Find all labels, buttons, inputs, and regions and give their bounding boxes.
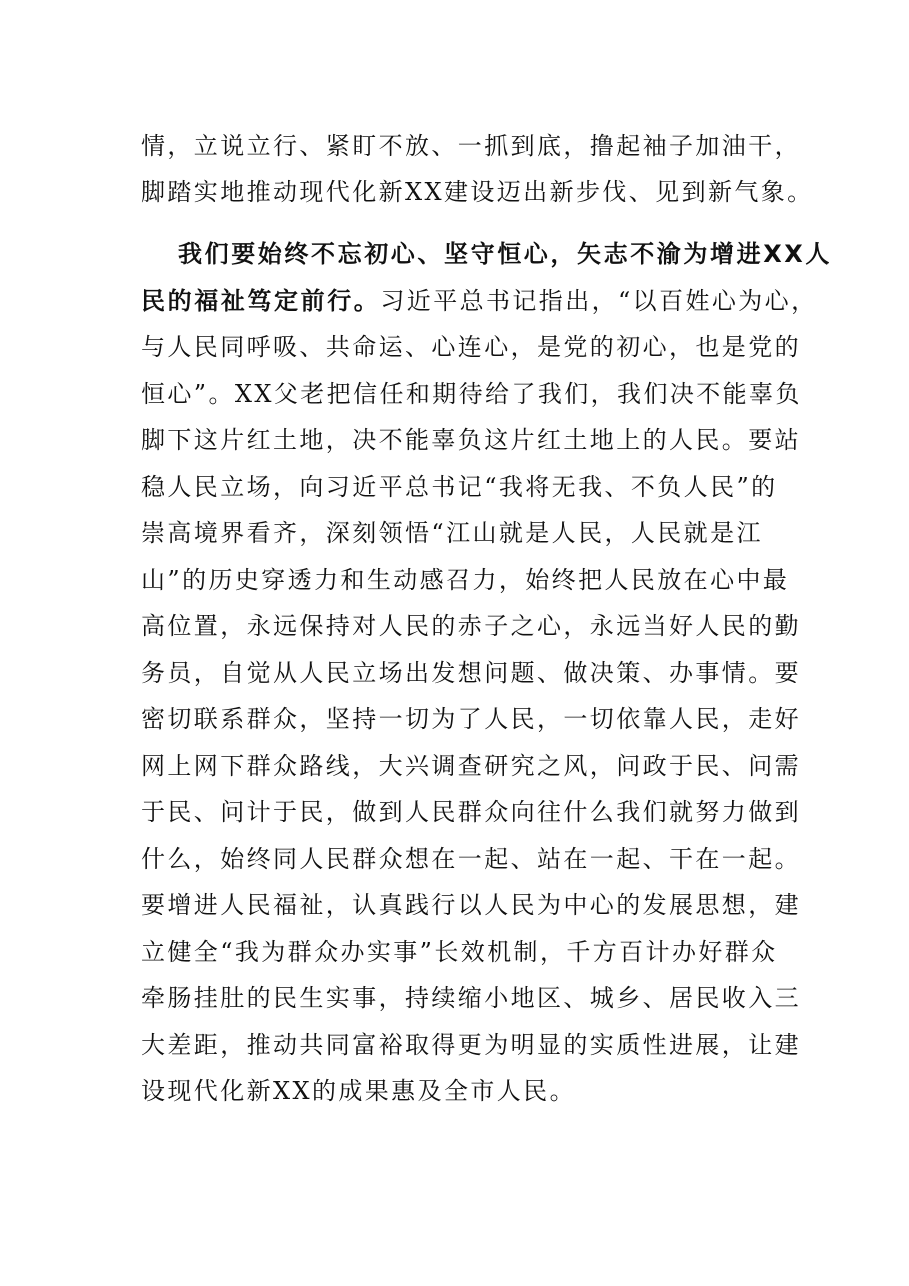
paragraph-line: 脚下这片红土地，决不能辜负这片红土地上的人民。要站 <box>141 426 801 454</box>
paragraph-line: 与人民同呼吸、共命运、心连心，是党的初心，也是党的 <box>141 333 801 361</box>
paragraph-line: 山”的历史穿透力和生动感召力，始终把人民放在心中最 <box>141 566 790 594</box>
paragraph-line: 要增进人民福祉，认真践行以人民为中心的发展思想，建 <box>141 891 801 919</box>
paragraph-line: 崇高境界看齐，深刻领悟“江山就是人民，人民就是江 <box>141 519 763 547</box>
paragraph-line: 稳人民立场，向习近平总书记“我将无我、不负人民”的 <box>141 473 778 501</box>
bold-heading-continuation: 民的福祉笃定前行。 <box>141 287 381 315</box>
paragraph-line: 密切联系群众，坚持一切为了人民，一切依靠人民，走好 <box>141 705 801 733</box>
paragraph-line: 立健全“我为群众办实事”长效机制，千方百计办好群众 <box>141 938 778 966</box>
paragraph-line: 情，立说立行、紧盯不放、一抓到底，撸起袖子加油干， <box>141 132 801 160</box>
paragraph-line: 脚踏实地推动现代化新XX建设迈出新步伐、见到新气象。 <box>141 178 814 206</box>
paragraph-line: 于民、问计于民，做到人民群众向往什么我们就努力做到 <box>141 798 801 826</box>
paragraph-line: 大差距，推动共同富裕取得更为明显的实质性进展，让建 <box>141 1031 801 1059</box>
paragraph-text: 习近平总书记指出，“以百姓心为心， <box>380 287 818 315</box>
bold-heading-line: 我们要始终不忘初心、坚守恒心，矢志不渝为增进XX人 <box>178 240 833 268</box>
paragraph-line: 恒心”。XX父老把信任和期待给了我们，我们决不能辜负 <box>141 380 802 408</box>
paragraph-line: 牵肠挂肚的民生实事，持续缩小地区、城乡、居民收入三 <box>141 984 801 1012</box>
paragraph-line: 设现代化新XX的成果惠及全市人民。 <box>141 1077 576 1105</box>
mixed-paragraph-line <box>141 283 817 319</box>
paragraph-line: 高位置，永远保持对人民的赤子之心，永远当好人民的勤 <box>141 612 801 640</box>
paragraph-line: 务员，自觉从人民立场出发想问题、做决策、办事情。要 <box>141 659 801 687</box>
paragraph-line: 什么，始终同人民群众想在一起、站在一起、干在一起。 <box>141 845 801 873</box>
paragraph-line: 网上网下群众路线，大兴调查研究之风，问政于民、问需 <box>141 752 801 780</box>
